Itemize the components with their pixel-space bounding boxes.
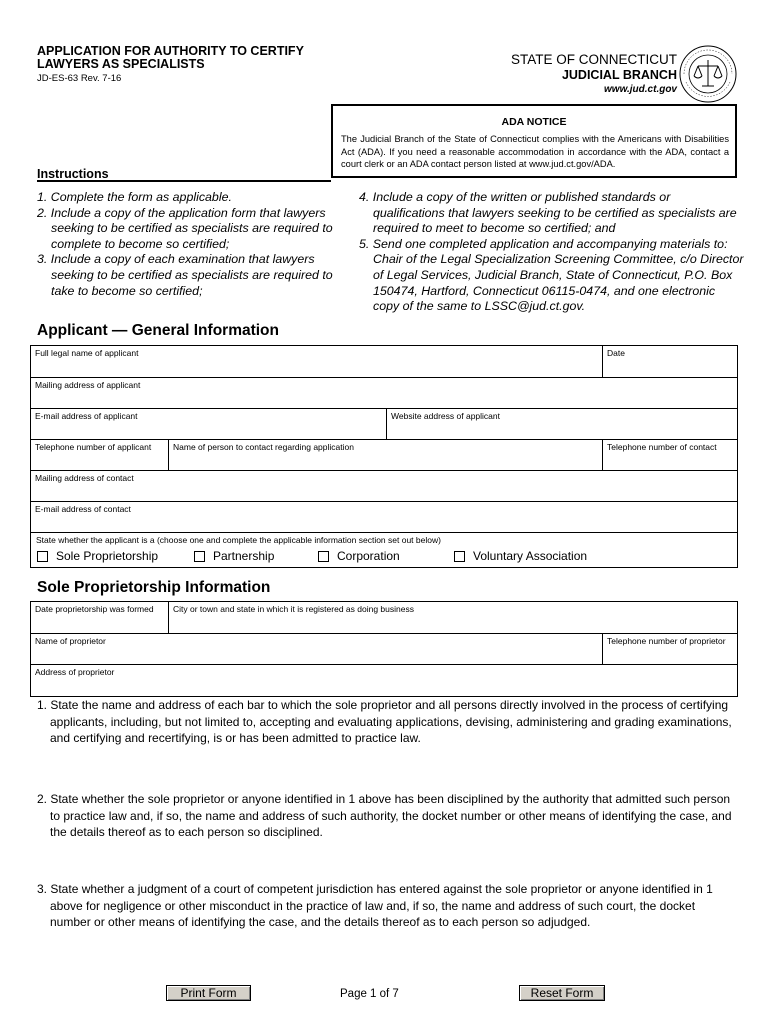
- ada-notice-title: ADA NOTICE: [501, 116, 567, 128]
- instruction-item: 3. Include a copy of each examination that lawyers seeking to be certified as specialists are required to take to become so certified;: [37, 252, 333, 298]
- applicant-phone-field[interactable]: [31, 440, 168, 470]
- checkbox-voluntary-association[interactable]: [454, 549, 587, 563]
- field-label: Mailing address of contact: [35, 473, 134, 483]
- ada-notice: [331, 104, 737, 178]
- field-label: E-mail address of applicant: [35, 411, 138, 421]
- applicant-type-row: [31, 533, 737, 571]
- question-3: [37, 881, 737, 931]
- checkbox-box[interactable]: [454, 551, 465, 562]
- checkbox-box[interactable]: [318, 551, 329, 562]
- contact-mailing-field[interactable]: [31, 471, 737, 501]
- website-link: www.jud.ct.gov: [604, 84, 677, 95]
- field-label: Address of proprietor: [35, 667, 115, 677]
- applicant-section-heading: Applicant — General Information: [37, 322, 279, 339]
- form-row: [31, 502, 737, 533]
- reset-form-button[interactable]: Reset Form: [519, 985, 605, 1001]
- question-text: 2. State whether the sole proprietor or anyone identified in 1 above has been disciplined by the authority that admitted such person to practice law and, if so, the name and address of such authority, the docket number or other means of identifying the case, and the details thereof as to each person so disciplined.: [37, 792, 732, 839]
- ada-notice-text: The Judicial Branch of the State of Connecticut complies with the Americans with Disabilities Act (ADA). If you need a reasonable accommodation in accordance with the ADA, contact a court clerk or an ADA contact person listed at www.jud.ct.gov/ADA.: [341, 134, 729, 169]
- email-field[interactable]: [31, 409, 386, 439]
- form-title: [37, 45, 304, 71]
- question-text: 3. State whether a judgment of a court of competent jurisdiction has entered against the sole proprietor or anyone identified in 1 above for negligence or other misconduct in the practice of law and, if so, the name and address of such court, the docket number or other means of identifying the case, and the details thereof as to each person so adjudged.: [37, 882, 713, 929]
- sole-proprietorship-heading: Sole Proprietorship Information: [37, 579, 271, 596]
- question-text: 1. State the name and address of each bar to which the sole proprietor and all persons directly involved in the process of certifying applicants, including, but not limited to, accepting and evaluating applications, devising, administering and grading examinations, and certifying and recertifying, is or has been admitted to practice law.: [37, 698, 732, 745]
- print-form-button[interactable]: Print Form: [166, 985, 251, 1001]
- proprietor-name-field[interactable]: [31, 634, 602, 664]
- checkbox-label: Voluntary Association: [473, 549, 588, 563]
- field-label: Telephone number of contact: [607, 442, 717, 452]
- checkbox-box[interactable]: [194, 551, 205, 562]
- applicant-type-label: State whether the applicant is a (choose one and complete the applicable information section set out below): [36, 535, 441, 545]
- checkbox-corporation[interactable]: [318, 549, 400, 563]
- instructions-list-right: [359, 190, 744, 315]
- judicial-seal-icon: [678, 44, 738, 104]
- checkbox-partnership[interactable]: [194, 549, 274, 563]
- instructions-divider: [37, 180, 331, 182]
- form-row: [31, 471, 737, 502]
- instruction-item: 1. Complete the form as applicable.: [37, 190, 232, 204]
- form-row: [31, 665, 737, 696]
- date-formed-field[interactable]: [31, 602, 168, 633]
- proprietor-address-field[interactable]: [31, 665, 737, 696]
- instruction-item: 2. Include a copy of the application form that lawyers seeking to be certified as specialists are required to complete to become so certified;: [37, 205, 333, 251]
- field-label: Telephone number of proprietor: [607, 636, 726, 646]
- field-label: Date: [607, 348, 625, 358]
- website-field[interactable]: [386, 409, 737, 439]
- checkbox-sole-proprietorship[interactable]: [37, 549, 158, 563]
- field-label: Full legal name of applicant: [35, 348, 139, 358]
- field-label: E-mail address of contact: [35, 504, 131, 514]
- question-2: [37, 791, 737, 841]
- checkbox-label: Partnership: [213, 549, 275, 563]
- field-label: Website address of applicant: [391, 411, 500, 421]
- date-field[interactable]: [602, 346, 737, 377]
- registered-city-field[interactable]: [168, 602, 737, 633]
- contact-name-field[interactable]: [168, 440, 602, 470]
- form-number: JD-ES-63 Rev. 7-16: [37, 73, 122, 84]
- field-label: City or town and state in which it is registered as doing business: [173, 604, 414, 614]
- proprietor-phone-field[interactable]: [602, 634, 737, 664]
- full-name-field[interactable]: [31, 346, 602, 377]
- field-label: Mailing address of applicant: [35, 380, 141, 390]
- contact-email-field[interactable]: [31, 502, 737, 532]
- form-title-line1: APPLICATION FOR AUTHORITY TO CERTIFY: [37, 44, 304, 58]
- form-row: [31, 440, 737, 471]
- contact-phone-field[interactable]: [602, 440, 737, 470]
- page-number: Page 1 of 7: [340, 988, 399, 1000]
- instructions-list-left: [37, 190, 337, 299]
- form-row: [31, 409, 737, 440]
- field-label: Name of proprietor: [35, 636, 106, 646]
- form-row: [31, 602, 737, 634]
- state-name: STATE OF CONNECTICUT: [511, 52, 677, 67]
- instruction-item: 5. Send one completed application and accompanying materials to: Chair of the Legal Specialization Screening Committee, c/o Director of Legal Services, Judicial Branch, State of Connecticut, P.O. Box 150474, Hartford, Connecticut 06115-0474, and one electronic copy of the same to LSSC@jud.ct.gov.: [359, 236, 744, 314]
- field-label: Name of person to contact regarding application: [173, 442, 354, 452]
- applicant-info-grid: [30, 345, 738, 568]
- sole-proprietorship-grid: [30, 601, 738, 697]
- question-1: [37, 697, 737, 747]
- form-row: [31, 634, 737, 665]
- checkbox-box[interactable]: [37, 551, 48, 562]
- field-label: Telephone number of applicant: [35, 442, 152, 452]
- branch-name: JUDICIAL BRANCH: [561, 68, 677, 82]
- checkbox-label: Sole Proprietorship: [56, 549, 159, 563]
- mailing-address-field[interactable]: [31, 378, 737, 408]
- instruction-item: 4. Include a copy of the written or published standards or qualifications that lawyers seeking to be certified as specialists are required to meet to become so certified; and: [359, 190, 737, 236]
- field-label: Date proprietorship was formed: [35, 604, 154, 614]
- form-row: [31, 378, 737, 409]
- form-title-line2: LAWYERS AS SPECIALISTS: [37, 57, 205, 71]
- checkbox-label: Corporation: [337, 549, 400, 563]
- form-row: [31, 346, 737, 378]
- instructions-heading: Instructions: [37, 167, 109, 181]
